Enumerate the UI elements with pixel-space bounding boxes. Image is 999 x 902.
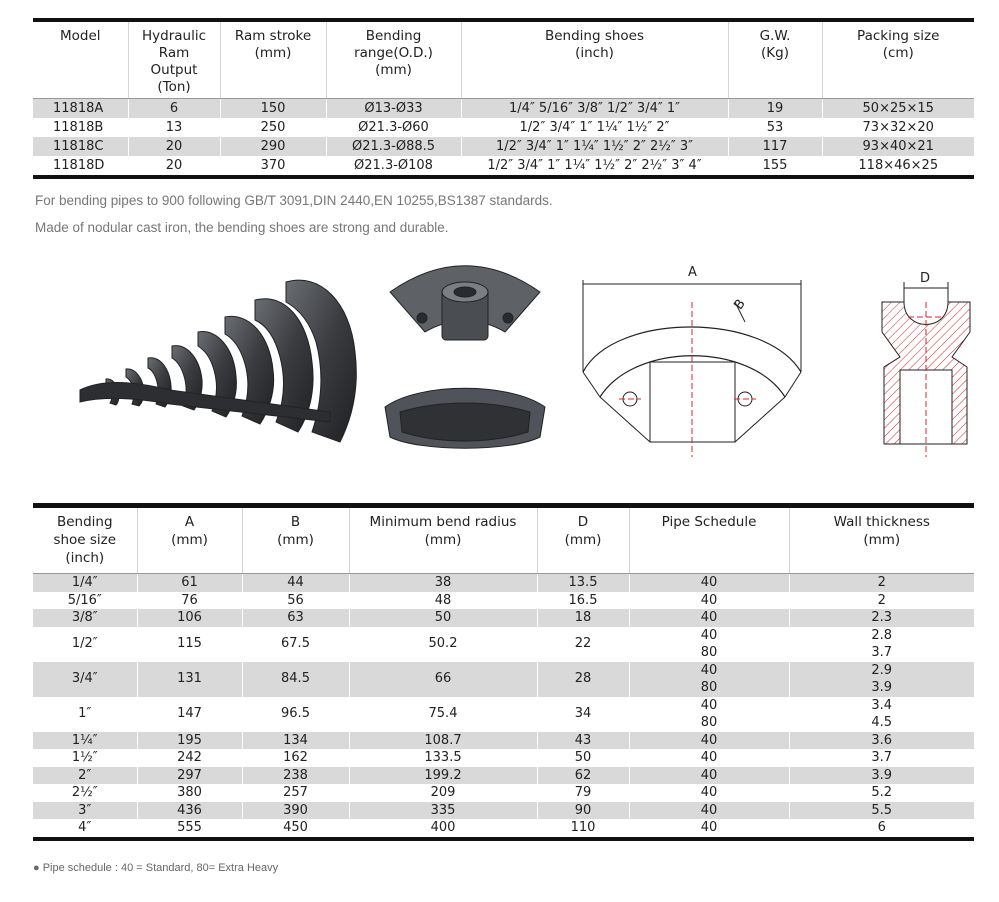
table-cell: 155 [728,156,822,177]
cell-line: 40 [700,750,718,765]
cell-line: 2 [877,592,886,608]
spec-table [33,18,974,179]
header-line: (mm) [564,532,602,548]
table-cell: 4″ [33,819,137,839]
table-cell: 11818A [33,99,128,119]
table-cell: 43 [537,732,629,750]
table-cell [789,767,974,785]
table-cell: 19 [728,99,822,119]
cell-line: 80 [700,645,718,660]
table-cell: 61 [137,574,242,592]
header-line: B [290,514,301,530]
spec-header-cell [33,20,128,99]
shoe-header-cell [349,506,537,574]
header-line: Bending [56,514,113,530]
table-cell: 53 [728,118,822,137]
table-cell: 134 [242,732,349,750]
header-line: (cm) [882,45,914,61]
table-cell: 131 [137,662,242,697]
table-cell: 76 [137,592,242,610]
header-line: Ram [158,45,190,61]
header-line: (mm) [375,62,412,78]
cross-section-diagram-d [872,262,982,462]
spec-table-body [33,99,974,178]
table-cell: 238 [242,767,349,785]
table-cell: 555 [137,819,242,839]
spec-header-cell [461,20,728,99]
table-cell [789,732,974,750]
shoe-header-cell [537,506,629,574]
cell-line: 40 [700,575,718,590]
table-cell: 195 [137,732,242,750]
table-cell: 335 [349,802,537,820]
table-cell: 66 [349,662,537,697]
table-cell: 150 [220,99,326,119]
table-row [33,574,974,592]
table-cell: 22 [537,627,629,662]
table-row [33,137,974,156]
table-cell: 1½″ [33,749,137,767]
table-row [33,784,974,802]
cell-line: 40 [700,610,718,625]
table-cell [629,784,789,802]
header-line: (mm) [863,532,901,548]
cell-line: 80 [700,680,718,695]
table-cell: 390 [242,802,349,820]
table-cell: 5/16″ [33,592,137,610]
table-row [33,662,974,697]
table-cell: 250 [220,118,326,137]
spec-table-header [33,20,974,99]
table-cell: 79 [537,784,629,802]
cell-line: 2.8 [871,627,893,643]
cell-line: 4.5 [871,715,893,730]
table-cell: 11818B [33,118,128,137]
table-cell: 73×32×20 [822,118,974,137]
cell-line: 3.4 [871,697,893,713]
table-cell: 38 [349,574,537,592]
table-cell: 400 [349,819,537,839]
table-cell: 3″ [33,802,137,820]
table-cell: 110 [537,819,629,839]
table-row [33,99,974,119]
table-cell: 75.4 [349,697,537,732]
table-cell [789,784,974,802]
table-cell: 50×25×15 [822,99,974,119]
header-line: Hydraulic [141,28,206,44]
table-cell: 11818D [33,156,128,177]
table-cell: 50 [537,749,629,767]
header-line: (mm) [254,45,292,61]
shoe-header-cell [629,506,789,574]
table-cell [789,592,974,610]
table-cell [629,819,789,839]
header-line: (Ton) [157,79,191,95]
table-cell [629,662,789,697]
table-cell [629,574,789,592]
table-row [33,732,974,750]
cell-line: 3.9 [871,767,893,783]
spec-header-cell [822,20,974,99]
table-cell: Ø21.3-Ø88.5 [326,137,461,156]
dimension-diagram-ab [575,262,815,462]
table-cell: 370 [220,156,326,177]
table-cell: 117 [728,137,822,156]
table-cell: 2″ [33,767,137,785]
label-a: A [688,265,697,280]
header-line: Wall thickness [833,514,930,530]
table-row [33,767,974,785]
table-row [33,749,974,767]
table-cell: 1″ [33,697,137,732]
table-cell: 20 [128,137,220,156]
table-cell [789,802,974,820]
note-standards: For bending pipes to 900 following GB/T 3091,DIN 2440,EN 10255,BS1387 standards. [35,193,553,208]
cell-line: 40 [700,662,718,678]
header-line: A [184,514,195,530]
table-cell: 34 [537,697,629,732]
table-cell: Ø21.3-Ø60 [326,118,461,137]
table-cell: 1/2″ 3/4″ 1″ 1¼″ 1½″ 2″ 2½″ 3″ [461,137,728,156]
cell-line: 40 [700,592,718,608]
table-cell [629,802,789,820]
cell-line: 40 [700,627,718,643]
header-line: Bending shoes [544,28,645,44]
header-line: D [577,514,589,530]
table-cell [629,609,789,627]
header-line: Output [150,62,198,78]
table-cell [629,749,789,767]
table-cell: 67.5 [242,627,349,662]
table-cell: 44 [242,574,349,592]
table-row [33,819,974,839]
header-line: (mm) [424,532,462,548]
table-cell: 93×40×21 [822,137,974,156]
table-cell [629,697,789,732]
cell-line: 40 [700,820,718,835]
table-row [33,697,974,732]
table-cell [789,749,974,767]
table-cell: 62 [537,767,629,785]
table-row [33,156,974,177]
header-line: Bending [365,28,422,44]
cell-line: 40 [700,732,718,748]
table-cell: 48 [349,592,537,610]
table-row [33,609,974,627]
header-line: Ram stroke [234,28,312,44]
table-cell: 1/4″ 5/16″ 3/8″ 1/2″ 3/4″ 1″ [461,99,728,119]
table-cell: 56 [242,592,349,610]
cell-line: 80 [700,715,718,730]
table-cell: 50 [349,609,537,627]
note-material: Made of nodular cast iron, the bending shoes are strong and durable. [35,220,449,235]
cell-line: 2 [877,575,886,590]
table-cell: 450 [242,819,349,839]
table-cell: 13.5 [537,574,629,592]
table-cell: 199.2 [349,767,537,785]
table-cell: 162 [242,749,349,767]
cell-line: 2.9 [871,662,893,678]
cell-line: 2.3 [871,610,893,625]
table-cell: 84.5 [242,662,349,697]
table-cell [629,592,789,610]
shoe-table-body [33,574,974,839]
table-cell: 1/4″ [33,574,137,592]
header-line: (Kg) [761,45,789,61]
table-cell: 96.5 [242,697,349,732]
table-cell: 1/2″ 3/4″ 1″ 1¼″ 1½″ 2″ [461,118,728,137]
shoe-table-header [33,506,974,574]
table-cell: 118×46×25 [822,156,974,177]
table-cell: 3/4″ [33,662,137,697]
table-cell: 28 [537,662,629,697]
cell-line: 6 [877,820,886,835]
table-cell [789,627,974,662]
header-line: (inch) [65,550,105,566]
table-cell [789,609,974,627]
table-row [33,592,974,610]
table-row [33,118,974,137]
table-cell: 297 [137,767,242,785]
table-cell: 63 [242,609,349,627]
table-cell: 11818C [33,137,128,156]
table-cell: 209 [349,784,537,802]
header-line: (mm) [277,532,314,548]
shoe-header-cell [789,506,974,574]
spec-header-cell [326,20,461,99]
table-cell: 2½″ [33,784,137,802]
header-line: Model [59,28,101,44]
table-cell: 18 [537,609,629,627]
spec-header-cell [728,20,822,99]
table-cell: 1/2″ 3/4″ 1″ 1¼″ 1½″ 2″ 2½″ 3″ 4″ [461,156,728,177]
cell-line: 3.7 [871,645,893,660]
table-cell: 108.7 [349,732,537,750]
table-cell [629,732,789,750]
header-line: range(O.D.) [354,45,433,61]
header-line: (mm) [171,532,208,548]
bending-shoe-side-photo [380,262,550,462]
table-cell: 147 [137,697,242,732]
table-cell: 90 [537,802,629,820]
table-cell: 6 [128,99,220,119]
shoe-header-cell [33,506,137,574]
table-cell [789,662,974,697]
footnote: ● Pipe schedule : 40 = Standard, 80= Extra Heavy [33,862,279,874]
table-cell: 436 [137,802,242,820]
table-cell: 257 [242,784,349,802]
header-line: shoe size [53,532,117,548]
table-cell: 115 [137,627,242,662]
cell-line: 40 [700,802,718,818]
bending-shoes-set-photo [50,262,370,462]
cell-line: 40 [700,697,718,713]
shoe-size-table [33,503,974,841]
table-cell: 20 [128,156,220,177]
table-cell: Ø21.3-Ø108 [326,156,461,177]
table-cell [629,767,789,785]
header-line: Minimum bend radius [369,514,517,530]
cell-line: 5.5 [871,802,893,818]
cell-line: 40 [700,767,718,783]
header-line: Pipe Schedule [661,514,757,530]
cell-line: 3.9 [871,680,893,695]
table-cell: 133.5 [349,749,537,767]
shoe-header-cell [137,506,242,574]
table-cell: 1/2″ [33,627,137,662]
label-b: B [731,296,749,313]
header-line: (inch) [575,45,614,61]
table-cell: 290 [220,137,326,156]
table-cell: 106 [137,609,242,627]
spec-header-cell [220,20,326,99]
spec-header-cell [128,20,220,99]
table-cell [789,697,974,732]
table-row [33,802,974,820]
table-cell: 1¼″ [33,732,137,750]
table-cell: 50.2 [349,627,537,662]
table-row [33,627,974,662]
table-cell: 380 [137,784,242,802]
cell-line: 5.2 [871,785,893,800]
table-cell [789,574,974,592]
table-cell: Ø13-Ø33 [326,99,461,119]
header-line: G.W. [759,28,791,44]
table-cell: 13 [128,118,220,137]
table-cell [789,819,974,839]
table-cell: 3/8″ [33,609,137,627]
table-cell: 242 [137,749,242,767]
table-cell: 16.5 [537,592,629,610]
header-line: Packing size [857,28,940,44]
label-d: D [920,271,931,286]
table-cell [629,627,789,662]
shoe-header-cell [242,506,349,574]
cell-line: 3.6 [871,732,893,748]
cell-line: 40 [700,785,718,800]
cell-line: 3.7 [871,750,893,765]
